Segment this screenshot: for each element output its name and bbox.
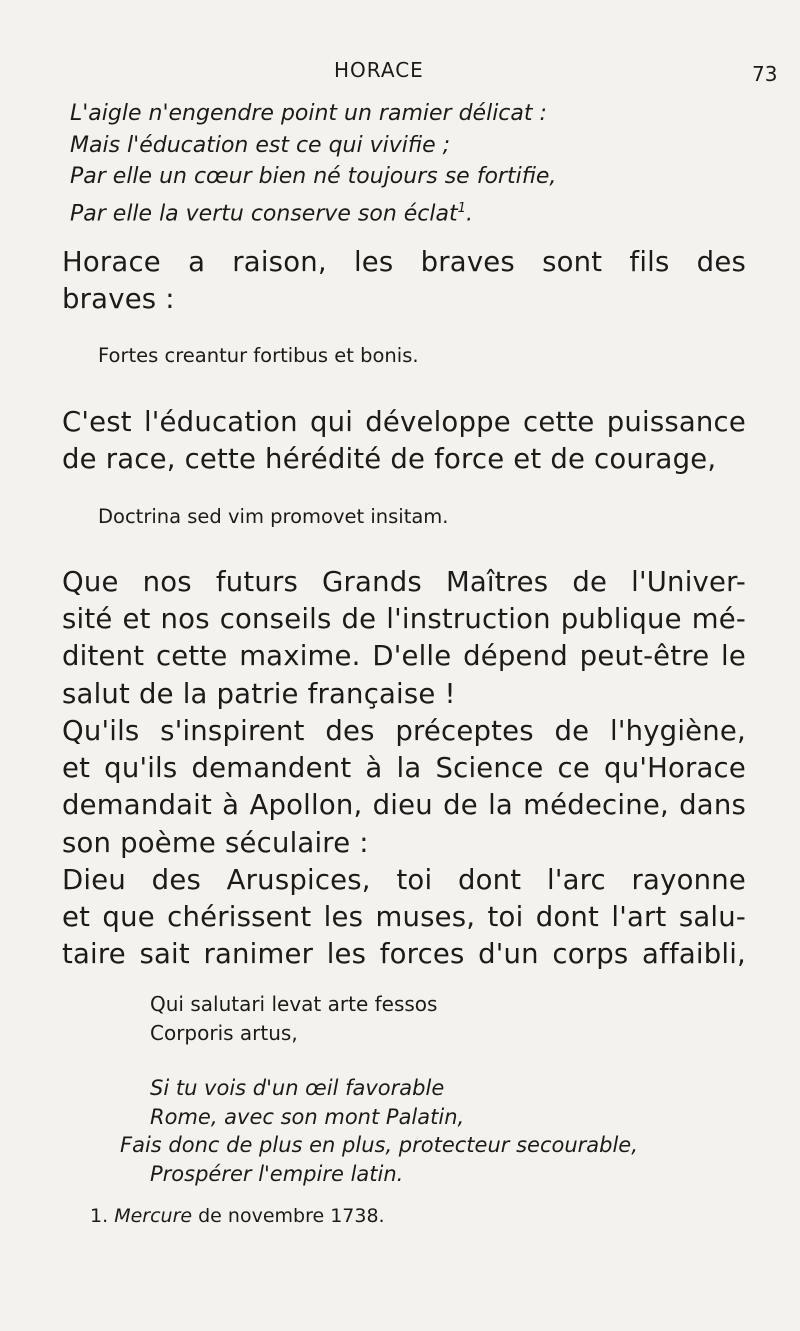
- page-header: [0, 58, 800, 88]
- running-title: HORACE: [334, 58, 424, 82]
- paragraph-line: et que chérissent les muses, toi dont l'art salu-: [62, 901, 746, 934]
- paragraph-4: [62, 713, 746, 862]
- paragraph-line: Horace a raison, les braves sont fils des: [62, 246, 746, 278]
- paragraph-line: Qu'ils s'inspirent des préceptes de l'hygiène,: [62, 715, 746, 747]
- footnote-title: Mercure: [114, 1205, 193, 1227]
- paragraph-line: Que nos futurs Grands Maîtres de l'Univer-: [62, 566, 746, 598]
- paragraph-line: et qu'ils demandent à la Science ce qu'Horace: [62, 752, 746, 785]
- verse-line: Par elle la vertu conserve son éclat$^1$.: [70, 200, 474, 226]
- verse-line: Corporis artus,: [150, 1020, 298, 1045]
- verse-line: Fais donc de plus en plus, protecteur secourable,: [120, 1133, 638, 1157]
- paragraph-line: de race, cette hérédité de force et de courage,: [62, 443, 717, 476]
- verse-line: Prospérer l'empire latin.: [150, 1161, 404, 1186]
- verse-line-text: Par elle la vertu conserve son éclat: [70, 200, 458, 226]
- paragraph-line: C'est l'éducation qui développe cette puissance: [62, 406, 746, 438]
- paragraph-line: ditent cette maxime. D'elle dépend peut-être le: [62, 640, 746, 673]
- footnote: [90, 1205, 385, 1227]
- verse-line: Qui salutari levat arte fessos: [150, 992, 438, 1016]
- paragraph-2: [62, 404, 746, 478]
- paragraph-line: sité et nos conseils de l'instruction publique mé-: [62, 603, 746, 636]
- verse-line: L'aigle n'engendre point un ramier délicat :: [70, 101, 547, 126]
- paragraph-3: [62, 564, 746, 713]
- latin-verse-block: [150, 990, 437, 1047]
- footnote-ref: 1: [457, 200, 467, 216]
- paragraph-line: demandait à Apollon, dieu de la médecine, dans: [62, 789, 746, 822]
- paragraph-1: [62, 244, 746, 318]
- paragraph-line: salut de la patrie française !: [62, 677, 456, 710]
- verse-line: Rome, avec son mont Palatin,: [150, 1104, 465, 1129]
- paragraph-5: [62, 862, 746, 974]
- latin-quote-1: Fortes creantur fortibus et bonis.: [98, 344, 419, 367]
- footnote-text: de novembre 1738.: [198, 1205, 385, 1227]
- verse-block-1: [70, 98, 556, 229]
- verse-block-3: [120, 1074, 638, 1188]
- page-number: 73: [752, 62, 778, 86]
- paragraph-line: Dieu des Aruspices, toi dont l'arc rayonne: [62, 864, 746, 896]
- footnote-number: 1.: [90, 1205, 109, 1227]
- latin-quote-2: Doctrina sed vim promovet insitam.: [98, 505, 449, 528]
- verse-line: Par elle un cœur bien né toujours se fortifie,: [70, 164, 557, 189]
- paragraph-line: braves :: [62, 283, 175, 316]
- verse-line: Mais l'éducation est ce qui vivifie ;: [70, 132, 451, 158]
- paragraph-line: son poème séculaire :: [62, 826, 369, 859]
- verse-line: Si tu vois d'un œil favorable: [150, 1076, 445, 1100]
- paragraph-line: taire sait ranimer les forces d'un corps affaibli,: [62, 938, 746, 971]
